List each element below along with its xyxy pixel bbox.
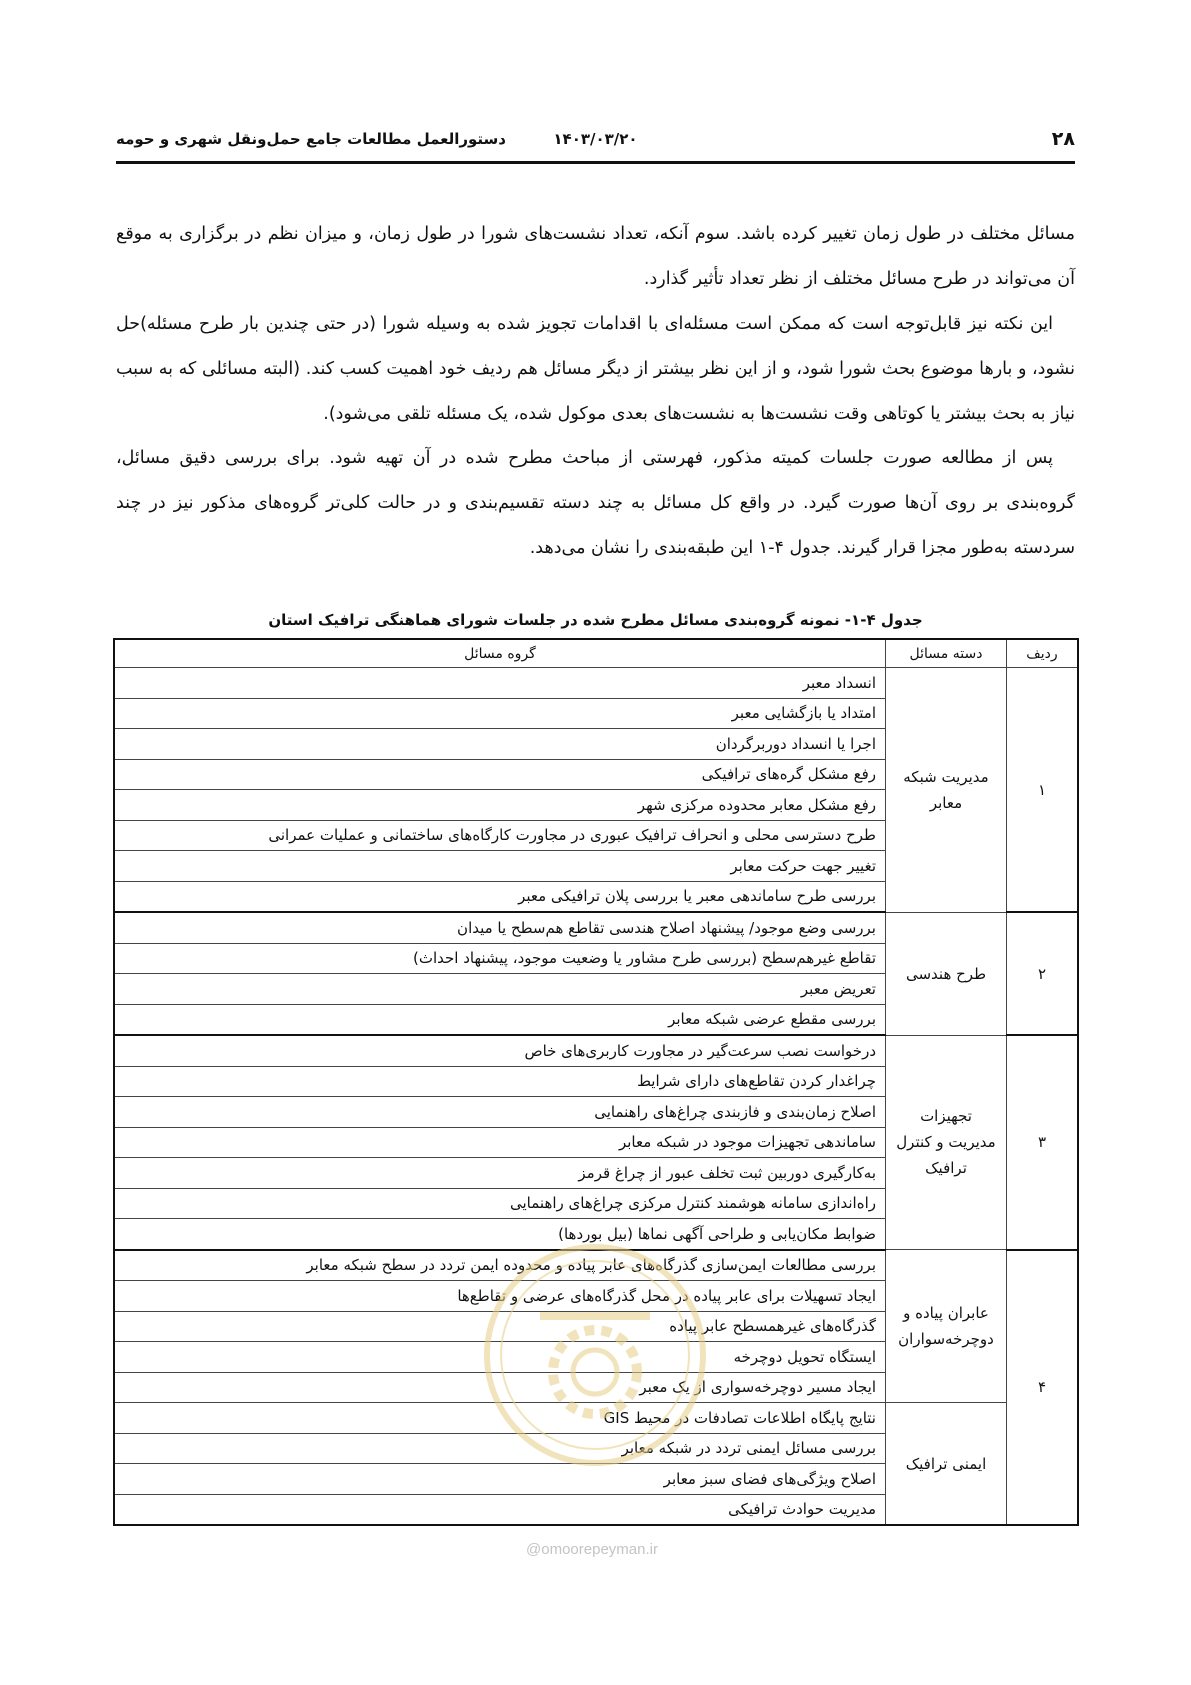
row-number-cell: ۴ <box>1007 1250 1079 1526</box>
category-cell: ایمنی ترافیک <box>886 1403 1007 1526</box>
issue-item-cell: درخواست نصب سرعت‌گیر در مجاورت کاربری‌های خاص <box>114 1035 886 1066</box>
issue-item-cell: راه‌اندازی سامانه هوشمند کنترل مرکزی چراغ‌های راهنمایی <box>114 1188 886 1219</box>
category-cell: طرح هندسی <box>886 912 1007 1035</box>
issue-item-cell: انسداد معبر <box>114 668 886 699</box>
table-row <box>114 668 1078 699</box>
header-date: ۱۴۰۳/۰۳/۲۰ <box>553 130 638 148</box>
issue-item-cell: تغییر جهت حرکت معابر <box>114 851 886 882</box>
issue-item-cell: بررسی طرح ساماندهی معبر یا بررسی پلان ترافیکی معبر <box>114 881 886 912</box>
row-number-cell: ۲ <box>1007 912 1079 1035</box>
issue-item-cell: نتایج پایگاه اطلاعات تصادفات در محیط GIS <box>114 1403 886 1434</box>
issue-item-cell: بررسی مطالعات ایمن‌سازی گذرگاه‌های عابر پیاده و محدوده ایمن تردد در سطح شبکه معابر <box>114 1250 886 1281</box>
page-header <box>116 130 1075 162</box>
issue-item-cell: تقاطع غیرهم‌سطح (بررسی طرح مشاور یا وضعیت موجود، پیشنهاد احداث) <box>114 943 886 974</box>
table-row <box>114 1250 1078 1281</box>
category-cell: مدیریت شبکه معابر <box>886 668 1007 913</box>
issue-item-cell: ضوابط مکان‌یابی و طراحی آگهی نماها (بیل بوردها) <box>114 1219 886 1250</box>
issue-item-cell: بررسی مقطع عرضی شبکه معابر <box>114 1004 886 1035</box>
category-cell: عابران پیاده و دوچرخه‌سواران <box>886 1250 1007 1403</box>
issue-item-cell: رفع مشکل گره‌های ترافیکی <box>114 759 886 790</box>
issue-item-cell: اصلاح زمان‌بندی و فازبندی چراغ‌های راهنمایی <box>114 1097 886 1128</box>
issue-item-cell: اجرا یا انسداد دوربرگردان <box>114 729 886 760</box>
header-category: دسته مسائل <box>886 639 1007 668</box>
issue-item-cell: بررسی مسائل ایمنی تردد در شبکه معابر <box>114 1433 886 1464</box>
paragraph-1: مسائل مختلف در طول زمان تغییر کرده باشد. سوم آنکه، تعداد نشست‌های شورا در طول زمان، و میزان نظم در برگزاری به موقع آن می‌تواند در طرح مسائل مختلف از نظر تعداد تأثیر گذارد. <box>116 224 1075 289</box>
document-title: دستورالعمل مطالعات جامع حمل‌ونقل شهری و حومه <box>116 130 506 148</box>
row-number-cell: ۱ <box>1007 668 1079 913</box>
table-row <box>114 1035 1078 1066</box>
table-row <box>114 912 1078 943</box>
issues-table <box>113 638 1079 1526</box>
issue-item-cell: به‌کارگیری دوربین ثبت تخلف عبور از چراغ قرمز <box>114 1158 886 1189</box>
page-number: ۲۸ <box>1051 128 1075 150</box>
issue-item-cell: مدیریت حوادث ترافیکی <box>114 1494 886 1525</box>
table-row <box>114 1403 1078 1434</box>
issue-item-cell: ایستگاه تحویل دوچرخه <box>114 1342 886 1373</box>
header-divider <box>116 161 1075 164</box>
issue-item-cell: گذرگاه‌های غیرهمسطح عابر پیاده <box>114 1311 886 1342</box>
issue-item-cell: طرح دسترسی محلی و انحراف ترافیک عبوری در مجاورت کارگاه‌های ساختمانی و عملیات عمرانی <box>114 820 886 851</box>
row-number-cell: ۳ <box>1007 1035 1079 1250</box>
issue-item-cell: ساماندهی تجهیزات موجود در شبکه معابر <box>114 1127 886 1158</box>
paragraph-3: پس از مطالعه صورت جلسات کمیته مذکور، فهرستی از مباحث مطرح شده در آن تهیه شود. برای بررسی دقیق مسائل، گروه‌بندی بر روی آن‌ها صورت گیرد. در واقع کل مسائل به چند دسته تقسیم‌بندی و در حالت کلی‌تر گروه‌های مذکور نیز در چند سردسته به‌طور مجزا قرار گیرند. جدول ۴-۱ این طبقه‌بندی را نشان می‌دهد. <box>116 448 1075 558</box>
issue-item-cell: تعریض معبر <box>114 974 886 1005</box>
category-cell: تجهیزات مدیریت و کنترل ترافیک <box>886 1035 1007 1250</box>
header-group: گروه مسائل <box>114 639 886 668</box>
issue-item-cell: چراغدار کردن تقاطع‌های دارای شرایط <box>114 1066 886 1097</box>
issue-item-cell: ایجاد تسهیلات برای عابر پیاده در محل گذرگاه‌های عرضی و تقاطع‌ها <box>114 1281 886 1312</box>
paragraph-2: این نکته نیز قابل‌توجه است که ممکن است مسئله‌ای با اقدامات تجویز شده به وسیله شورا (در حتی چندین بار طرح مسئله)حل نشود، و بارها موضوع بحث شورا شود، و از این نظر بیشتر از دیگر مسائل هم ردیف خود اهمیت کسب کند. (البته مسائلی که به سبب نیاز به بحث بیشتر یا کوتاهی وقت نشست‌ها به نشست‌های بعدی موکول شده، یک مسئله تلقی می‌شود). <box>116 314 1075 424</box>
header-row-number: ردیف <box>1007 639 1079 668</box>
issue-item-cell: اصلاح ویژگی‌های فضای سبز معابر <box>114 1464 886 1495</box>
issue-item-cell: امتداد یا بازگشایی معبر <box>114 698 886 729</box>
issue-item-cell: رفع مشکل معابر محدوده مرکزی شهر <box>114 790 886 821</box>
watermark-site: @omoorepeyman.ir <box>526 1541 658 1558</box>
table-caption: جدول ۴-۱- نمونه گروه‌بندی مسائل مطرح شده در جلسات شورای هماهنگی ترافیک استان <box>268 611 923 629</box>
issue-item-cell: بررسی وضع موجود/ پیشنهاد اصلاح هندسی تقاطع هم‌سطح یا میدان <box>114 912 886 943</box>
table-header-row <box>114 639 1078 668</box>
issue-item-cell: ایجاد مسیر دوچرخه‌سواری از یک معبر <box>114 1372 886 1403</box>
